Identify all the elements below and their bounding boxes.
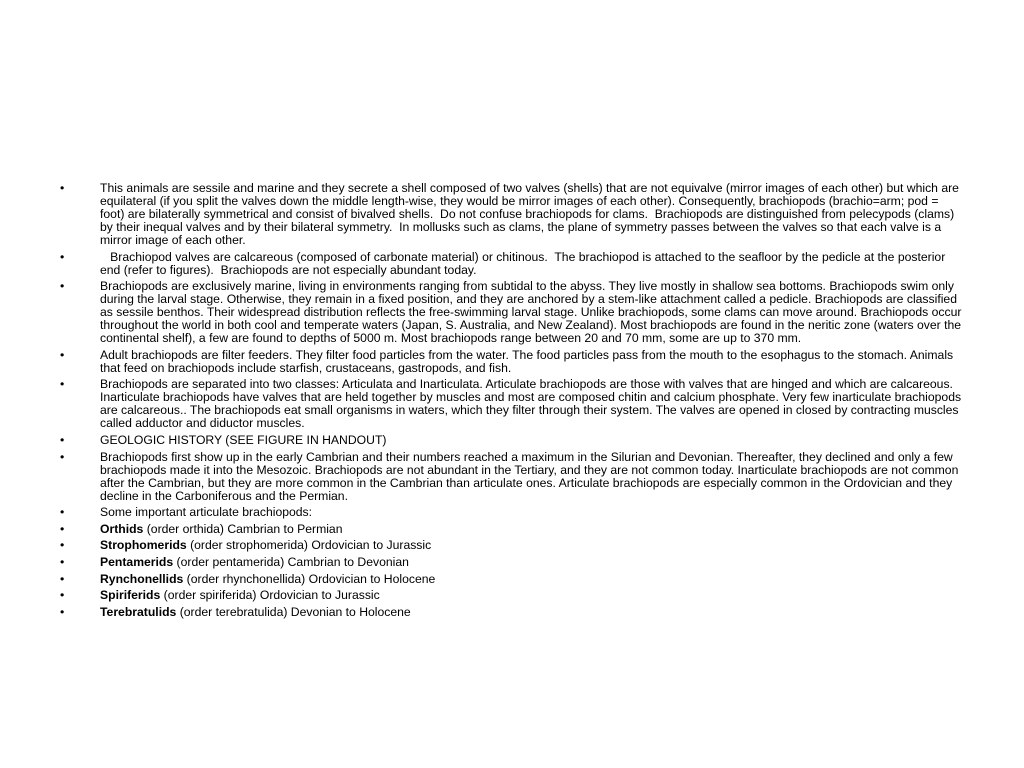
order-item bbox=[60, 539, 965, 552]
bullet-dot: • bbox=[60, 181, 65, 195]
bullet-dot: • bbox=[60, 377, 65, 392]
bullet-dot: • bbox=[60, 432, 65, 447]
order-desc: (order spiriferida) Ordovician to Jurassic bbox=[160, 588, 380, 603]
order-item bbox=[60, 606, 965, 619]
bullet-dot: • bbox=[60, 505, 65, 520]
bullet-item bbox=[60, 251, 965, 277]
order-term: Strophomerids bbox=[100, 538, 187, 553]
bullet-text: Some important articulate brachiopods: bbox=[100, 505, 313, 520]
order-desc: (order rhynchonellida) Ordovician to Holocene bbox=[183, 571, 436, 586]
order-desc: (order orthida) Cambrian to Permian bbox=[143, 521, 343, 536]
order-term: Terebratulids bbox=[100, 604, 177, 619]
bullet-dot: • bbox=[60, 554, 65, 569]
bullet-text: Brachiopods are separated into two classes: Articulata and Inarticulata. Articulate brachiopods are those with valves that are hinged and which are calcareous. Inarticulate brachiopods have valves that are held together by muscles and most are composed chitin and calcium phosphate. Very few inarticulate brachiopods are calcareous.. The brachiopods eat small organisms in waters, which they filter through their system. The valves are opened in closed by contracting muscles called adductor and diductor muscles. bbox=[100, 377, 962, 431]
order-term: Rynchonellids bbox=[100, 571, 184, 586]
order-desc: (order terebratulida) Devonian to Holocene bbox=[176, 604, 411, 619]
order-term: Spiriferids bbox=[100, 588, 161, 603]
bullet-dot: • bbox=[60, 521, 65, 536]
order-term: Pentamerids bbox=[100, 554, 174, 569]
bullet-dot: • bbox=[60, 279, 65, 294]
bullet-dot: • bbox=[60, 538, 65, 553]
order-item bbox=[60, 589, 965, 602]
bullet-dot: • bbox=[60, 604, 65, 619]
bullet-dot: • bbox=[60, 347, 65, 362]
bullet-text: GEOLOGIC HISTORY (SEE FIGURE IN HANDOUT) bbox=[100, 432, 387, 447]
bullet-text: Brachiopods are exclusively marine, living in environments ranging from subtidal to the abyss. They live mostly in shallow sea bottoms. Brachiopods swim only during the larval stage. Otherwise, they remain in a fixed position, and they are anchored by a stem-like attachment called a pedicle. Brachiopods are classified as sessile benthos. Their widespread distribution reflects the free-swimming larval stage. Unlike brachiopods, some clams can move around. Brachiopods occur throughout the world in both cool and temperate waters (Japan, S. Australia, and New Zealand). Most brachiopods are found in the neritic zone (waters over the continental shelf), a few are found to depths of 5000 m. Most brachiopods range between 20 and 70 mm, some are up to 370 mm. bbox=[100, 279, 962, 346]
bullet-item bbox=[60, 182, 965, 247]
order-desc: (order strophomerida) Ordovician to Jurassic bbox=[186, 538, 432, 553]
bullet-text: Brachiopods first show up in the early Cambrian and their numbers reached a maximum in the Silurian and Devonian. Thereafter, they declined and only a few brachiopods made it into the Mesozoic. Brachiopods are not abundant in the Tertiary, and they are not common today. Inarticulate brachiopods are not common after the Cambrian, but they are more common in the Cambrian than articulate ones. Articulate brachiopods are especially common in the Ordovician and they decline in the Carboniferous and the Permian. bbox=[100, 449, 959, 503]
bullet-item bbox=[60, 434, 965, 447]
bullet-text: This animals are sessile and marine and they secrete a shell composed of two valves (shells) that are not equivalve (mirror images of each other) but which are equilateral (if you split the valves down the middle length-wise, they would be mirror images of each other). Consequently, brachiopods (brachio=arm; pod = foot) are bilaterally symmetrical and consist of bivalved shells. Do not confuse brachiopods for clams. Brachiopods are distinguished from pelecypods (clams) by their inequal valves and by their bilateral symmetry. In mollusks such as clams, the plane of symmetry passes between the valves so that each valve is a mirror image of each other. bbox=[100, 181, 963, 247]
order-desc: (order pentamerida) Cambrian to Devonian bbox=[173, 554, 409, 569]
order-term: Orthids bbox=[100, 521, 144, 536]
bullet-list bbox=[60, 182, 965, 622]
order-item bbox=[60, 556, 965, 569]
order-item bbox=[60, 523, 965, 536]
bullet-dot: • bbox=[60, 571, 65, 586]
bullet-text: Brachiopod valves are calcareous (composed of carbonate material) or chitinous. The brachiopod is attached to the seafloor by the pedicle at the posterior end (refer to figures). Brachiopods are not especially abundant today. bbox=[100, 249, 949, 277]
bullet-dot: • bbox=[60, 588, 65, 603]
order-item bbox=[60, 573, 965, 586]
bullet-item bbox=[60, 378, 965, 430]
bullet-dot: • bbox=[60, 449, 65, 464]
bullet-item bbox=[60, 280, 965, 345]
bullet-dot: • bbox=[60, 249, 65, 264]
bullet-item bbox=[60, 451, 965, 503]
bullet-item bbox=[60, 349, 965, 375]
bullet-item bbox=[60, 506, 965, 519]
bullet-text: Adult brachiopods are filter feeders. They filter food particles from the water. The food particles pass from the mouth to the esophagus to the stomach. Animals that feed on brachiopods include starfish, crustaceans, gastropods, and fish. bbox=[100, 347, 954, 375]
